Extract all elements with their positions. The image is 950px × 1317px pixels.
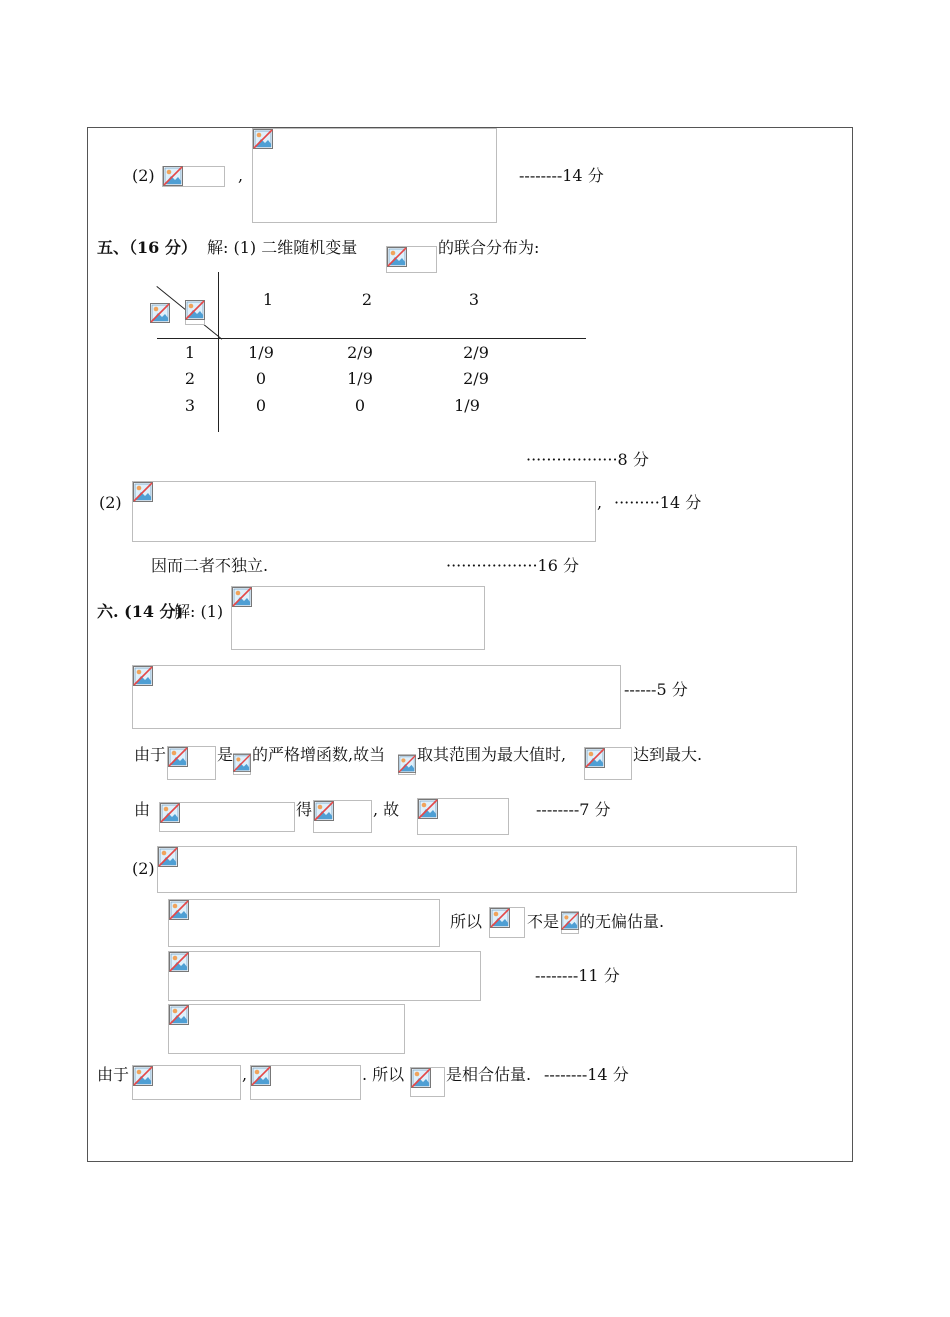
table-vertical-rule bbox=[218, 272, 219, 432]
text: 取其范围为最大值时, bbox=[417, 745, 567, 764]
comma: , bbox=[238, 166, 244, 185]
section-6-title: 六. (14 分) bbox=[97, 602, 184, 621]
table-cell: 0 bbox=[354, 396, 366, 415]
text: 不是 bbox=[527, 912, 560, 931]
broken-image-icon bbox=[168, 747, 188, 767]
text: 由 bbox=[134, 800, 151, 819]
broken-image-icon bbox=[133, 1066, 153, 1086]
section-6-intro: 解: (1) bbox=[174, 602, 224, 621]
table-cell: 1/9 bbox=[248, 343, 274, 362]
table-cell: 2/9 bbox=[463, 343, 489, 362]
formula-image bbox=[168, 1004, 405, 1054]
section-5-title: 五、（16 分） bbox=[97, 238, 197, 257]
row-header: 3 bbox=[184, 396, 196, 415]
part-2-label: (2) bbox=[132, 859, 155, 878]
broken-image-icon bbox=[163, 166, 183, 186]
broken-image-icon bbox=[150, 303, 170, 323]
formula-image bbox=[231, 586, 485, 650]
broken-image-icon bbox=[158, 847, 178, 867]
part-2-label: (2) bbox=[99, 493, 122, 512]
text: , 故 bbox=[373, 800, 400, 819]
score-14: ·········14 分 bbox=[614, 493, 702, 512]
col-header: 3 bbox=[468, 290, 480, 309]
col-header: 2 bbox=[361, 290, 373, 309]
text: 的严格增函数,故当 bbox=[252, 745, 386, 764]
table-cell: 1/9 bbox=[454, 396, 480, 415]
formula-image bbox=[132, 665, 621, 729]
broken-image-icon bbox=[160, 803, 180, 823]
formula-image bbox=[168, 951, 481, 1001]
score-14: --------14 分 bbox=[519, 166, 604, 185]
score-14: --------14 分 bbox=[544, 1065, 629, 1084]
text: 是 bbox=[217, 745, 234, 764]
table-cell: 1/9 bbox=[347, 369, 373, 388]
broken-image-icon bbox=[585, 748, 605, 768]
broken-image-icon bbox=[411, 1068, 431, 1088]
score-5: ------5 分 bbox=[624, 680, 688, 699]
text: 得 bbox=[296, 800, 313, 819]
part-2-label: (2) bbox=[132, 166, 155, 185]
text: 由于 bbox=[97, 1065, 130, 1084]
broken-image-icon bbox=[387, 247, 407, 267]
formula-image bbox=[157, 846, 797, 893]
broken-image-icon bbox=[169, 1005, 189, 1025]
formula-image bbox=[168, 899, 440, 947]
text: 的无偏估量. bbox=[579, 912, 665, 931]
score-8: ··················8 分 bbox=[526, 450, 649, 469]
broken-image-icon bbox=[185, 300, 205, 320]
table-horizontal-rule bbox=[157, 338, 586, 339]
text: 达到最大. bbox=[633, 745, 703, 764]
score-11: --------11 分 bbox=[535, 966, 620, 985]
broken-image-icon bbox=[561, 912, 579, 930]
broken-image-icon bbox=[253, 129, 273, 149]
text: , bbox=[242, 1065, 248, 1084]
broken-image-icon bbox=[232, 587, 252, 607]
broken-image-icon bbox=[418, 799, 438, 819]
score-16: ··················16 分 bbox=[446, 556, 579, 575]
row-header: 1 bbox=[184, 343, 196, 362]
text: 所以 bbox=[450, 912, 483, 931]
formula-image bbox=[132, 481, 596, 542]
broken-image-icon bbox=[133, 666, 153, 686]
text: . 所以 bbox=[362, 1065, 405, 1084]
broken-image-icon bbox=[233, 754, 251, 772]
formula-image bbox=[252, 128, 497, 223]
broken-image-icon bbox=[251, 1066, 271, 1086]
broken-image-icon bbox=[133, 482, 153, 502]
text: 由于 bbox=[134, 745, 167, 764]
broken-image-icon bbox=[490, 908, 510, 928]
table-cell: 0 bbox=[255, 369, 267, 388]
broken-image-icon bbox=[169, 952, 189, 972]
broken-image-icon bbox=[314, 801, 334, 821]
col-header: 1 bbox=[262, 290, 274, 309]
conclusion-text: 因而二者不独立. bbox=[151, 556, 269, 575]
text: 是相合估量. bbox=[446, 1065, 532, 1084]
section-5-intro: 解: (1) 二维随机变量 bbox=[207, 238, 358, 257]
comma: , bbox=[597, 493, 603, 512]
table-cell: 0 bbox=[255, 396, 267, 415]
broken-image-icon bbox=[169, 900, 189, 920]
table-cell: 2/9 bbox=[347, 343, 373, 362]
score-7: --------7 分 bbox=[536, 800, 611, 819]
row-header: 2 bbox=[184, 369, 196, 388]
table-cell: 2/9 bbox=[463, 369, 489, 388]
broken-image-icon bbox=[398, 755, 416, 773]
section-5-intro-tail: 的联合分布为: bbox=[438, 238, 540, 257]
